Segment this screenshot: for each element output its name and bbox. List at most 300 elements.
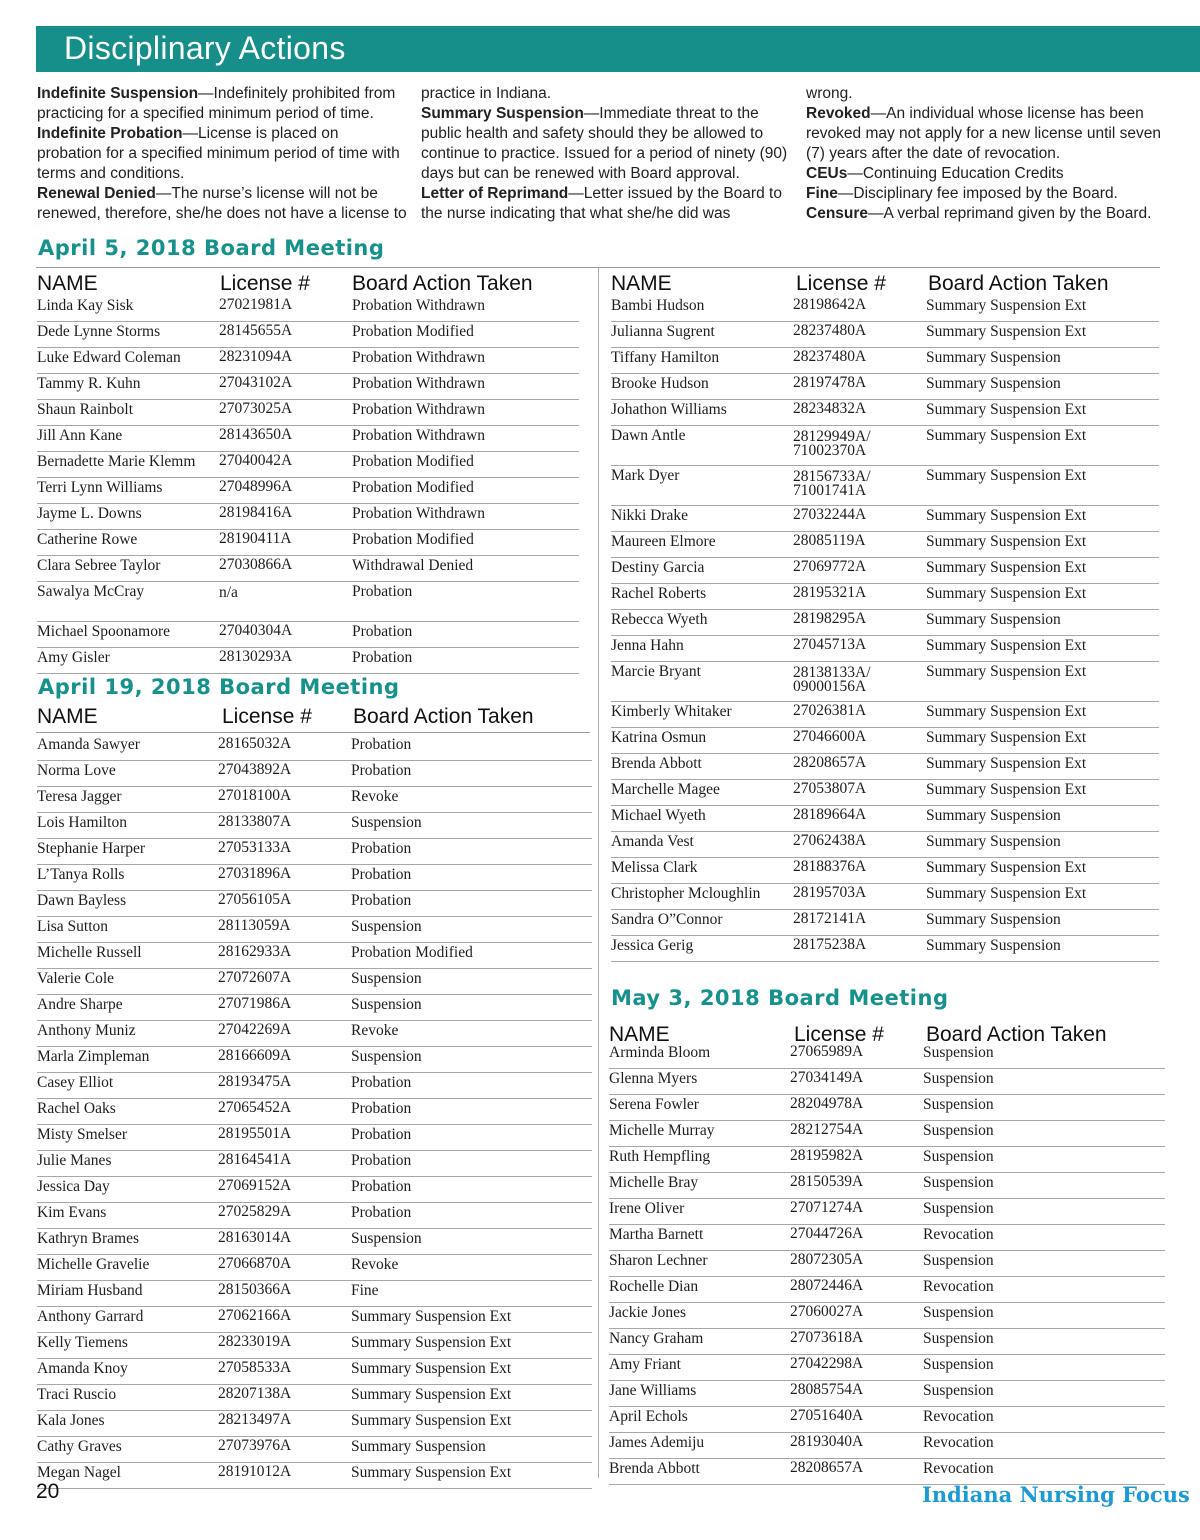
section-rule bbox=[36, 267, 1160, 268]
row-name: Christopher Mcloughlin bbox=[611, 885, 761, 902]
row-action: Probation bbox=[351, 866, 412, 883]
row-action: Probation Modified bbox=[352, 453, 474, 470]
definition-text: —Immediate threat to the public health and safety should they be allowed to continue to practice. Issued for a period of ninety (90) days but can be renewed with Board approval. bbox=[421, 105, 788, 182]
table-row bbox=[37, 348, 579, 374]
row-license: 27071274A bbox=[790, 1199, 864, 1216]
row-action: Probation Modified bbox=[352, 323, 474, 340]
table-row bbox=[37, 1099, 592, 1125]
definition-term: Renewal Denied bbox=[37, 185, 156, 202]
row-action: Summary Suspension bbox=[926, 349, 1061, 366]
definition-term: Revoked bbox=[806, 105, 871, 122]
column-divider bbox=[598, 268, 599, 1478]
table-row bbox=[37, 1229, 592, 1255]
row-license: 28195982A bbox=[790, 1147, 864, 1164]
row-action: Summary Suspension Ext bbox=[926, 467, 1087, 484]
table-row bbox=[37, 787, 592, 813]
row-name: Brooke Hudson bbox=[611, 375, 709, 392]
row-license: 28175238A bbox=[793, 936, 867, 953]
license-part: 71001741A bbox=[793, 482, 867, 499]
row-action: Summary Suspension Ext bbox=[351, 1412, 512, 1429]
table-row bbox=[611, 426, 1159, 466]
row-action: Summary Suspension Ext bbox=[926, 885, 1087, 902]
row-action: Probation Modified bbox=[352, 479, 474, 496]
definitions-column-2 bbox=[421, 84, 791, 224]
header-action: Board Action Taken bbox=[926, 1023, 1107, 1046]
row-name: Katrina Osmun bbox=[611, 729, 707, 746]
row-name: Martha Barnett bbox=[609, 1226, 704, 1243]
row-name: Rebecca Wyeth bbox=[611, 611, 708, 628]
definition-text: —Letter issued by the Board to the nurse indicating that what she/he did was bbox=[421, 185, 782, 222]
row-name: Rochelle Dian bbox=[609, 1278, 699, 1295]
row-action: Probation bbox=[351, 1204, 412, 1221]
row-name: James Ademiju bbox=[609, 1434, 705, 1451]
row-name: Catherine Rowe bbox=[37, 531, 138, 548]
row-license: 27062438A bbox=[793, 832, 867, 849]
table-row bbox=[37, 1073, 592, 1099]
row-action: Probation bbox=[352, 583, 413, 600]
row-action: Probation bbox=[351, 1074, 412, 1091]
row-license: 28072446A bbox=[790, 1277, 864, 1294]
table-row bbox=[37, 556, 579, 582]
row-action: Summary Suspension Ext bbox=[926, 663, 1087, 680]
row-license: 28198416A bbox=[219, 504, 293, 521]
table-row bbox=[37, 530, 579, 556]
definition-item bbox=[806, 164, 1176, 184]
row-license: 28195703A bbox=[793, 884, 867, 901]
row-name: Teresa Jagger bbox=[37, 788, 122, 805]
row-action: Fine bbox=[351, 1282, 379, 1299]
table-row bbox=[37, 296, 579, 322]
table-row bbox=[611, 584, 1159, 610]
section-banner bbox=[36, 26, 1200, 72]
row-name: Anthony Muniz bbox=[37, 1022, 136, 1039]
table-row bbox=[37, 648, 579, 674]
row-name: Jane Williams bbox=[609, 1382, 697, 1399]
row-license: 28204978A bbox=[790, 1095, 864, 1112]
license-part: 28129949A/ bbox=[793, 428, 871, 445]
header-license: License # bbox=[796, 272, 886, 295]
definition-text: —An individual whose license has been revoked may not apply for a new license until seven (7) years after the date of revocation. bbox=[806, 105, 1161, 162]
row-license: 27060027A bbox=[790, 1303, 864, 1320]
row-action: Suspension bbox=[923, 1252, 994, 1269]
definition-item bbox=[37, 84, 407, 124]
table-row bbox=[609, 1329, 1165, 1355]
table-row bbox=[37, 452, 579, 478]
row-action: Summary Suspension bbox=[926, 611, 1061, 628]
row-action: Suspension bbox=[923, 1200, 994, 1217]
row-action: Probation Withdrawn bbox=[352, 375, 485, 392]
row-license: 28198642A bbox=[793, 296, 867, 313]
definition-term: Summary Suspension bbox=[421, 105, 584, 122]
table-row bbox=[609, 1277, 1165, 1303]
row-name: Destiny Garcia bbox=[611, 559, 705, 576]
row-license: 28191012A bbox=[218, 1463, 292, 1480]
row-license: 27069772A bbox=[793, 558, 867, 575]
definition-term: Fine bbox=[806, 185, 838, 202]
header-name: NAME bbox=[37, 705, 98, 728]
table-row bbox=[611, 910, 1159, 936]
page-number: 20 bbox=[36, 1480, 60, 1503]
table-row bbox=[609, 1381, 1165, 1407]
table-row bbox=[611, 702, 1159, 728]
license-part: 71002370A bbox=[793, 442, 867, 459]
row-license: 28208657A bbox=[790, 1459, 864, 1476]
definition-continuation: practice in Indiana. bbox=[421, 85, 552, 102]
row-name: Michelle Murray bbox=[609, 1122, 715, 1139]
row-license: 27045713A bbox=[793, 636, 867, 653]
row-action: Summary Suspension bbox=[926, 375, 1061, 392]
row-name: Kala Jones bbox=[37, 1412, 105, 1429]
row-name: Johathon Williams bbox=[611, 401, 727, 418]
row-action: Summary Suspension Ext bbox=[926, 297, 1087, 314]
row-action: Summary Suspension Ext bbox=[926, 427, 1087, 444]
row-name: Casey Elliot bbox=[37, 1074, 114, 1091]
meeting-title-may-3: May 3, 2018 Board Meeting bbox=[611, 986, 949, 1010]
table-row bbox=[609, 1355, 1165, 1381]
row-name: Michelle Gravelie bbox=[37, 1256, 150, 1273]
publication-title: Indiana Nursing Focus bbox=[922, 1482, 1190, 1507]
row-license: 27042269A bbox=[218, 1021, 292, 1038]
row-license: 28113059A bbox=[218, 917, 291, 934]
row-license: 27051640A bbox=[790, 1407, 864, 1424]
table-row bbox=[611, 506, 1159, 532]
definition-text: —Disciplinary fee imposed by the Board. bbox=[837, 185, 1118, 202]
row-name: Jessica Day bbox=[37, 1178, 110, 1195]
row-action: Suspension bbox=[923, 1070, 994, 1087]
table-row bbox=[37, 622, 579, 648]
row-action: Revocation bbox=[923, 1460, 994, 1477]
table-row bbox=[37, 865, 592, 891]
table-row bbox=[611, 636, 1159, 662]
row-name: Dawn Antle bbox=[611, 427, 686, 444]
table-row bbox=[37, 1411, 592, 1437]
row-name: Lisa Sutton bbox=[37, 918, 109, 935]
definition-continuation: wrong. bbox=[806, 85, 853, 102]
row-name: Rachel Oaks bbox=[37, 1100, 116, 1117]
definition-text: —The nurse’s license will not be renewed, therefore, she/he does not have a license to bbox=[37, 185, 407, 222]
row-action: Probation Modified bbox=[351, 944, 473, 961]
row-action: Revocation bbox=[923, 1226, 994, 1243]
row-name: Brenda Abbott bbox=[609, 1460, 700, 1477]
license-part: 28138133A/ bbox=[793, 664, 871, 681]
table-row bbox=[37, 426, 579, 452]
definition-text: —License is placed on probation for a specified minimum period of time with terms and conditions. bbox=[37, 125, 400, 182]
row-name: Shaun Rainbolt bbox=[37, 401, 134, 418]
header-license: License # bbox=[220, 272, 310, 295]
row-action: Summary Suspension Ext bbox=[926, 755, 1087, 772]
table-row bbox=[611, 936, 1159, 962]
row-license: 27026381A bbox=[793, 702, 867, 719]
row-license bbox=[793, 430, 871, 458]
row-license: 28234832A bbox=[793, 400, 867, 417]
row-name: Ruth Hempfling bbox=[609, 1148, 711, 1165]
row-action: Suspension bbox=[351, 1048, 422, 1065]
row-license: 27042298A bbox=[790, 1355, 864, 1372]
row-action: Summary Suspension bbox=[926, 911, 1061, 928]
row-action: Revocation bbox=[923, 1408, 994, 1425]
table-row bbox=[611, 754, 1159, 780]
row-action: Withdrawal Denied bbox=[352, 557, 474, 574]
definition-item bbox=[37, 124, 407, 184]
row-license: 28237480A bbox=[793, 322, 867, 339]
table-row bbox=[37, 735, 592, 761]
table-row bbox=[611, 532, 1159, 558]
row-license: 28085119A bbox=[793, 532, 866, 549]
table-row bbox=[37, 1359, 592, 1385]
license-part: 28156733A/ bbox=[793, 468, 871, 485]
definition-text: —A verbal reprimand given by the Board. bbox=[868, 205, 1152, 222]
row-name: Megan Nagel bbox=[37, 1464, 121, 1481]
definition-term: Indefinite Suspension bbox=[37, 85, 199, 102]
row-name: Dawn Bayless bbox=[37, 892, 127, 909]
table-row bbox=[609, 1303, 1165, 1329]
row-action: Suspension bbox=[923, 1122, 994, 1139]
definition-term: CEUs bbox=[806, 165, 848, 182]
row-action: Summary Suspension Ext bbox=[351, 1360, 512, 1377]
table-row bbox=[611, 832, 1159, 858]
row-name: Misty Smelser bbox=[37, 1126, 127, 1143]
row-name: Marla Zimpleman bbox=[37, 1048, 150, 1065]
row-name: Amy Gisler bbox=[37, 649, 110, 666]
row-name: Amanda Vest bbox=[611, 833, 694, 850]
row-name: Linda Kay Sisk bbox=[37, 297, 134, 314]
row-action: Revoke bbox=[351, 1256, 399, 1273]
row-license: 28150539A bbox=[790, 1173, 864, 1190]
row-name: Sawalya McCray bbox=[37, 583, 145, 600]
definition-item bbox=[421, 184, 791, 224]
definition-item bbox=[37, 184, 407, 224]
row-name: Nikki Drake bbox=[611, 507, 689, 524]
row-action: Probation bbox=[351, 840, 412, 857]
row-name: Michael Spoonamore bbox=[37, 623, 171, 640]
table-row bbox=[37, 1255, 592, 1281]
row-license: 27030866A bbox=[219, 556, 293, 573]
license-part: n/a bbox=[219, 584, 238, 601]
row-license: 27056105A bbox=[218, 891, 292, 908]
row-license: 28237480A bbox=[793, 348, 867, 365]
row-name: Traci Ruscio bbox=[37, 1386, 117, 1403]
definition-item bbox=[806, 184, 1176, 204]
row-action: Summary Suspension bbox=[926, 807, 1061, 824]
row-name: Clara Sebree Taylor bbox=[37, 557, 161, 574]
row-action: Probation bbox=[351, 892, 412, 909]
table-row bbox=[37, 1307, 592, 1333]
row-name: Michelle Bray bbox=[609, 1174, 699, 1191]
row-license: 27031896A bbox=[218, 865, 292, 882]
row-license: 28143650A bbox=[219, 426, 293, 443]
row-license: 27032244A bbox=[793, 506, 867, 523]
table-row bbox=[609, 1433, 1165, 1459]
row-name: Julie Manes bbox=[37, 1152, 112, 1169]
definitions-column-3 bbox=[806, 84, 1176, 224]
row-action: Revocation bbox=[923, 1434, 994, 1451]
row-license: 28085754A bbox=[790, 1381, 864, 1398]
table-row bbox=[611, 806, 1159, 832]
row-name: Cathy Graves bbox=[37, 1438, 122, 1455]
header-name: NAME bbox=[37, 272, 98, 295]
row-license: 27048996A bbox=[219, 478, 293, 495]
row-license: 28195501A bbox=[218, 1125, 292, 1142]
row-name: Julianna Sugrent bbox=[611, 323, 715, 340]
table-row bbox=[611, 610, 1159, 636]
table-row bbox=[611, 374, 1159, 400]
row-name: Norma Love bbox=[37, 762, 116, 779]
row-license: 28193040A bbox=[790, 1433, 864, 1450]
row-action: Summary Suspension Ext bbox=[926, 559, 1087, 576]
table-row bbox=[37, 504, 579, 530]
table-row bbox=[37, 1437, 592, 1463]
row-action: Probation bbox=[351, 1126, 412, 1143]
row-action: Suspension bbox=[923, 1382, 994, 1399]
header-name: NAME bbox=[609, 1023, 670, 1046]
table-row bbox=[611, 558, 1159, 584]
row-action: Suspension bbox=[351, 814, 422, 831]
row-action: Summary Suspension Ext bbox=[926, 637, 1087, 654]
table-row bbox=[37, 969, 592, 995]
table-row bbox=[611, 884, 1159, 910]
table-row bbox=[37, 1125, 592, 1151]
row-name: Nancy Graham bbox=[609, 1330, 704, 1347]
row-license: 28166609A bbox=[218, 1047, 292, 1064]
header-action: Board Action Taken bbox=[928, 272, 1109, 295]
row-license: 27073976A bbox=[218, 1437, 292, 1454]
row-name: Kimberly Whitaker bbox=[611, 703, 732, 720]
row-license: 28072305A bbox=[790, 1251, 864, 1268]
row-name: Rachel Roberts bbox=[611, 585, 707, 602]
row-license: 28208657A bbox=[793, 754, 867, 771]
table-row bbox=[609, 1199, 1165, 1225]
row-name: Brenda Abbott bbox=[611, 755, 702, 772]
row-license: 28212754A bbox=[790, 1121, 864, 1138]
row-license: 27066870A bbox=[218, 1255, 292, 1272]
row-action: Probation Modified bbox=[352, 531, 474, 548]
row-action: Summary Suspension Ext bbox=[351, 1334, 512, 1351]
header-license: License # bbox=[222, 705, 312, 728]
table-row bbox=[37, 582, 579, 622]
row-name: Mark Dyer bbox=[611, 467, 680, 484]
header-name: NAME bbox=[611, 272, 672, 295]
table-row bbox=[611, 728, 1159, 754]
row-name: Irene Oliver bbox=[609, 1200, 685, 1217]
row-name: Sandra O”Connor bbox=[611, 911, 723, 928]
definition-text: —Continuing Education Credits bbox=[847, 165, 1064, 182]
definition-item bbox=[421, 104, 791, 184]
row-action: Probation bbox=[352, 623, 413, 640]
table-row bbox=[37, 1177, 592, 1203]
row-license: 27065452A bbox=[218, 1099, 292, 1116]
row-license: 27053807A bbox=[793, 780, 867, 797]
table-row bbox=[37, 1463, 592, 1489]
row-action: Summary Suspension Ext bbox=[926, 401, 1087, 418]
row-license: 27046600A bbox=[793, 728, 867, 745]
row-license: 27071986A bbox=[218, 995, 292, 1012]
row-license: 28189664A bbox=[793, 806, 867, 823]
row-name: Jessica Gerig bbox=[611, 937, 694, 954]
row-name: Kathryn Brames bbox=[37, 1230, 140, 1247]
row-name: Sharon Lechner bbox=[609, 1252, 708, 1269]
row-license: 27065989A bbox=[790, 1043, 864, 1060]
table-row bbox=[37, 1151, 592, 1177]
row-license: 28195321A bbox=[793, 584, 867, 601]
row-license: 28150366A bbox=[218, 1281, 292, 1298]
table-row bbox=[37, 1385, 592, 1411]
table-row bbox=[609, 1043, 1165, 1069]
row-name: Glenna Myers bbox=[609, 1070, 698, 1087]
row-action: Suspension bbox=[351, 918, 422, 935]
definition-term: Indefinite Probation bbox=[37, 125, 183, 142]
row-name: Bambi Hudson bbox=[611, 297, 705, 314]
header-action: Board Action Taken bbox=[353, 705, 534, 728]
row-action: Suspension bbox=[923, 1356, 994, 1373]
meeting-title-april-19: April 19, 2018 Board Meeting bbox=[38, 675, 400, 699]
table-row bbox=[611, 662, 1159, 702]
row-action: Summary Suspension Ext bbox=[926, 585, 1087, 602]
row-name: Stephanie Harper bbox=[37, 840, 146, 857]
row-license: 28207138A bbox=[218, 1385, 292, 1402]
row-license bbox=[793, 470, 871, 498]
table-row bbox=[37, 995, 592, 1021]
row-license: 28193475A bbox=[218, 1073, 292, 1090]
row-license: 27040304A bbox=[219, 622, 293, 639]
row-action: Suspension bbox=[923, 1174, 994, 1191]
row-name: Bernadette Marie Klemm bbox=[37, 453, 196, 470]
table-row bbox=[611, 296, 1159, 322]
row-name: Amanda Sawyer bbox=[37, 736, 140, 753]
row-license: 28231094A bbox=[219, 348, 293, 365]
row-action: Probation Withdrawn bbox=[352, 427, 485, 444]
header-license: License # bbox=[794, 1023, 884, 1046]
row-license: 28197478A bbox=[793, 374, 867, 391]
table-row bbox=[37, 943, 592, 969]
row-license: 28188376A bbox=[793, 858, 867, 875]
row-action: Summary Suspension Ext bbox=[926, 323, 1087, 340]
row-license: 27043892A bbox=[218, 761, 292, 778]
row-license: 27062166A bbox=[218, 1307, 292, 1324]
row-name: Dede Lynne Storms bbox=[37, 323, 161, 340]
row-action: Probation bbox=[351, 1152, 412, 1169]
row-action: Suspension bbox=[351, 996, 422, 1013]
row-license: 28164541A bbox=[218, 1151, 292, 1168]
row-name: Marcie Bryant bbox=[611, 663, 701, 680]
definitions-column-1 bbox=[37, 84, 407, 224]
row-license: 27053133A bbox=[218, 839, 292, 856]
row-name: Anthony Garrard bbox=[37, 1308, 144, 1325]
row-action: Probation bbox=[351, 762, 412, 779]
table-row bbox=[37, 1203, 592, 1229]
table-row bbox=[37, 1281, 592, 1307]
row-name: Tiffany Hamilton bbox=[611, 349, 720, 366]
table-row bbox=[37, 839, 592, 865]
row-name: Michelle Russell bbox=[37, 944, 142, 961]
row-license: 27034149A bbox=[790, 1069, 864, 1086]
row-name: Serena Fowler bbox=[609, 1096, 699, 1113]
row-action: Suspension bbox=[923, 1148, 994, 1165]
row-name: Jenna Hahn bbox=[611, 637, 684, 654]
row-action: Summary Suspension Ext bbox=[351, 1386, 512, 1403]
row-action: Suspension bbox=[923, 1304, 994, 1321]
row-name: Valerie Cole bbox=[37, 970, 115, 987]
row-action: Suspension bbox=[351, 970, 422, 987]
row-name: Tammy R. Kuhn bbox=[37, 375, 141, 392]
row-license: 28162933A bbox=[218, 943, 292, 960]
row-license: 28163014A bbox=[218, 1229, 292, 1246]
row-license: 28145655A bbox=[219, 322, 293, 339]
row-name: Luke Edward Coleman bbox=[37, 349, 181, 366]
row-name: Kim Evans bbox=[37, 1204, 107, 1221]
header-rule bbox=[36, 732, 590, 733]
row-action: Probation bbox=[351, 1178, 412, 1195]
row-license: 27018100A bbox=[218, 787, 292, 804]
